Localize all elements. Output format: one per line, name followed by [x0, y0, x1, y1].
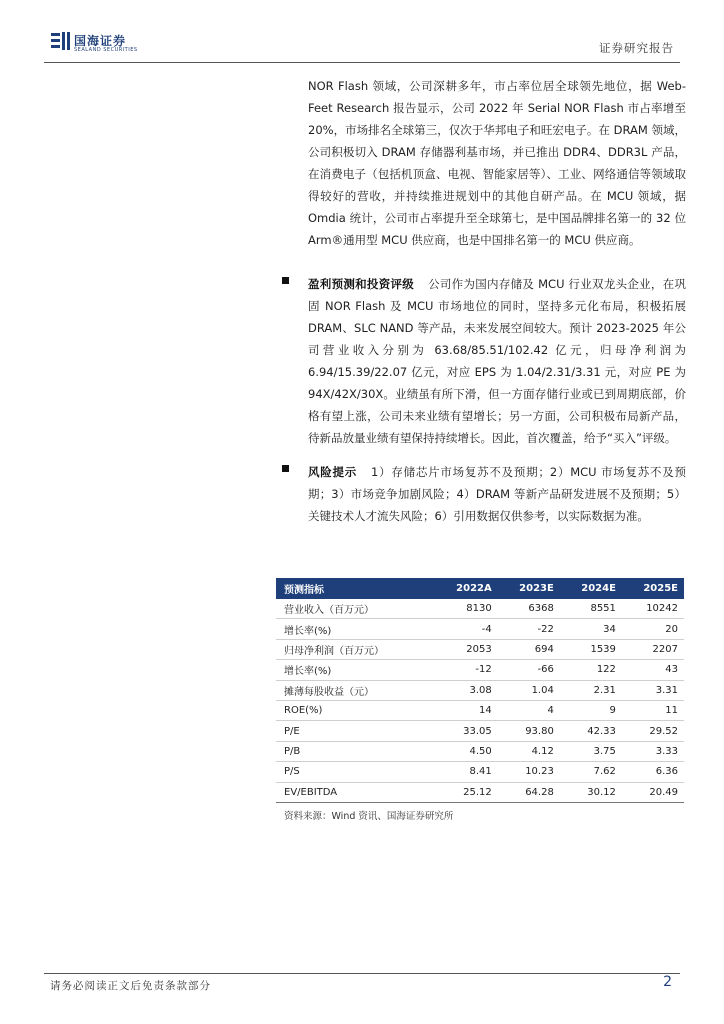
cell-value: 3.75	[560, 741, 622, 761]
cell-value: 10.23	[498, 762, 560, 782]
rating-section	[282, 273, 686, 449]
table-header-row	[276, 578, 684, 599]
cell-value: 2053	[434, 639, 497, 659]
cell-value: 694	[498, 639, 560, 659]
bullet-square-icon	[282, 465, 289, 472]
table-row	[276, 782, 684, 802]
header-divider	[44, 62, 680, 63]
cell-value: 6.36	[622, 762, 684, 782]
cell-value: 2207	[622, 639, 684, 659]
row-label: P/S	[276, 762, 434, 782]
header-2022a: 2022A	[456, 583, 492, 594]
risk-text	[308, 461, 686, 527]
cell-value: 34	[560, 619, 622, 639]
cell-value: 8130	[434, 599, 497, 619]
cell-value: 4	[498, 700, 560, 720]
risk-body: 1）存储芯片市场复苏不及预期；2）MCU 市场复苏不及预期；3）市场竞争加剧风险；4）DRAM 等新产品研发进展不及预期；5）关键技术人才流失风险；6）引用数据仅供参考，以实际数据为准。	[308, 465, 687, 523]
cell-value: 4.12	[498, 741, 560, 761]
cell-value: 64.28	[498, 782, 560, 802]
cell-value: 93.80	[498, 721, 560, 741]
cell-value: 7.62	[560, 762, 622, 782]
table-row	[276, 639, 684, 659]
cell-value: 8.41	[434, 762, 497, 782]
table-row	[276, 680, 684, 700]
rating-text	[308, 273, 686, 449]
row-label: P/E	[276, 721, 434, 741]
table-row	[276, 660, 684, 680]
cell-value: 14	[434, 700, 497, 720]
rating-heading: 盈利预测和投资评级	[308, 277, 415, 291]
cell-value: 2.31	[560, 680, 622, 700]
sealand-logo-icon	[50, 30, 72, 52]
cell-value: 11	[622, 700, 684, 720]
row-label: 增长率(%)	[276, 660, 434, 680]
cell-value: 25.12	[434, 782, 497, 802]
cell-value: 4.50	[434, 741, 497, 761]
cell-value: 9	[560, 700, 622, 720]
cell-value: 3.08	[434, 680, 497, 700]
row-label: 归母净利润（百万元）	[276, 639, 434, 659]
risk-section	[282, 461, 686, 527]
risk-heading: 风险提示	[308, 465, 358, 479]
row-label: 增长率(%)	[276, 619, 434, 639]
cell-value: 1539	[560, 639, 622, 659]
logo-name-en: SEALAND SECURITIES	[74, 47, 138, 53]
row-label: ROE(%)	[276, 700, 434, 720]
forecast-table	[276, 578, 684, 803]
intro-section	[308, 75, 686, 251]
cell-value: 33.05	[434, 721, 497, 741]
intro-paragraph: NOR Flash 领域，公司深耕多年，市占率位居全球领先地位，据 Web-Feet Research 报告显示，公司 2022 年 Serial NOR Flash 市占率增至 20%，市场排名全球第三，仅次于华邦电子和旺宏电子。在 DRAM 领域，公司积极切入 DRAM 存储器利基市场，并已推出 DDR4、DDR3L 产品，在消费电子（包括机顶盒、电视、智能家居等）、工业、网络通信等领域取得较好的营收，并持续推进规划中的其他自研产品。在 MCU 领域，据 Omdia 统计，公司市占率提升至全球第七，是中国品牌排名第一的 32 位 Arm®通用型 MCU 供应商，也是中国排名第一的 MCU 供应商。	[308, 79, 686, 247]
footer-divider	[44, 973, 680, 974]
cell-value: 20	[622, 619, 684, 639]
footer-disclaimer: 请务必阅读正文后免责条款部分	[50, 980, 211, 992]
cell-value: -12	[434, 660, 497, 680]
header-indicator: 预测指标	[284, 585, 324, 596]
table-source-note: 资料来源：Wind 资讯、国海证券研究所	[284, 810, 454, 822]
cell-value: -66	[498, 660, 560, 680]
row-label: 摊薄每股收益（元）	[276, 680, 434, 700]
logo-name-cn: 国海证券	[74, 34, 127, 48]
rating-body: 公司作为国内存储及 MCU 行业双龙头企业，在巩固 NOR Flash 及 MCU 市场地位的同时，坚持多元化布局，积极拓展 DRAM、SLC NAND 等产品，未来发展空间较大。预计 2023-2025 年公司营业收入分别为 63.68/85.51/102.42 亿元，归母净利润为 6.94/15.39/22.07 亿元，对应 EPS 为 1.04/2.31/3.31 元，对应 PE 为 94X/42X/30X。业绩虽有所下滑，但一方面存储行业或已到周期底部，价格有望上涨，公司未来业绩有望增长；另一方面，公司积极布局新产品，待新品放量业绩有望保持持续增长。因此，首次覆盖，给予“买入”评级。	[308, 277, 687, 445]
row-label: EV/EBITDA	[276, 782, 434, 802]
cell-value: 43	[622, 660, 684, 680]
cell-value: -22	[498, 619, 560, 639]
table-row	[276, 741, 684, 761]
cell-value: 122	[560, 660, 622, 680]
cell-value: 8551	[560, 599, 622, 619]
table-row	[276, 619, 684, 639]
cell-value: 10242	[622, 599, 684, 619]
cell-value: 42.33	[560, 721, 622, 741]
row-label: 营业收入（百万元）	[276, 599, 434, 619]
table-row	[276, 721, 684, 741]
header-2025e: 2025E	[643, 583, 678, 594]
cell-value: 20.49	[622, 782, 684, 802]
cell-value: -4	[434, 619, 497, 639]
header-2024e: 2024E	[581, 583, 616, 594]
table-row	[276, 762, 684, 782]
cell-value: 6368	[498, 599, 560, 619]
report-type-label: 证券研究报告	[599, 41, 674, 55]
cell-value: 3.31	[622, 680, 684, 700]
cell-value: 30.12	[560, 782, 622, 802]
header-2023e: 2023E	[519, 583, 554, 594]
forecast-table-container	[276, 578, 684, 822]
cell-value: 1.04	[498, 680, 560, 700]
page-header	[44, 28, 680, 62]
table-row	[276, 599, 684, 619]
row-label: P/B	[276, 741, 434, 761]
page-number: 2	[663, 974, 672, 990]
table-row	[276, 700, 684, 720]
cell-value: 29.52	[622, 721, 684, 741]
cell-value: 3.33	[622, 741, 684, 761]
bullet-square-icon	[282, 277, 289, 284]
